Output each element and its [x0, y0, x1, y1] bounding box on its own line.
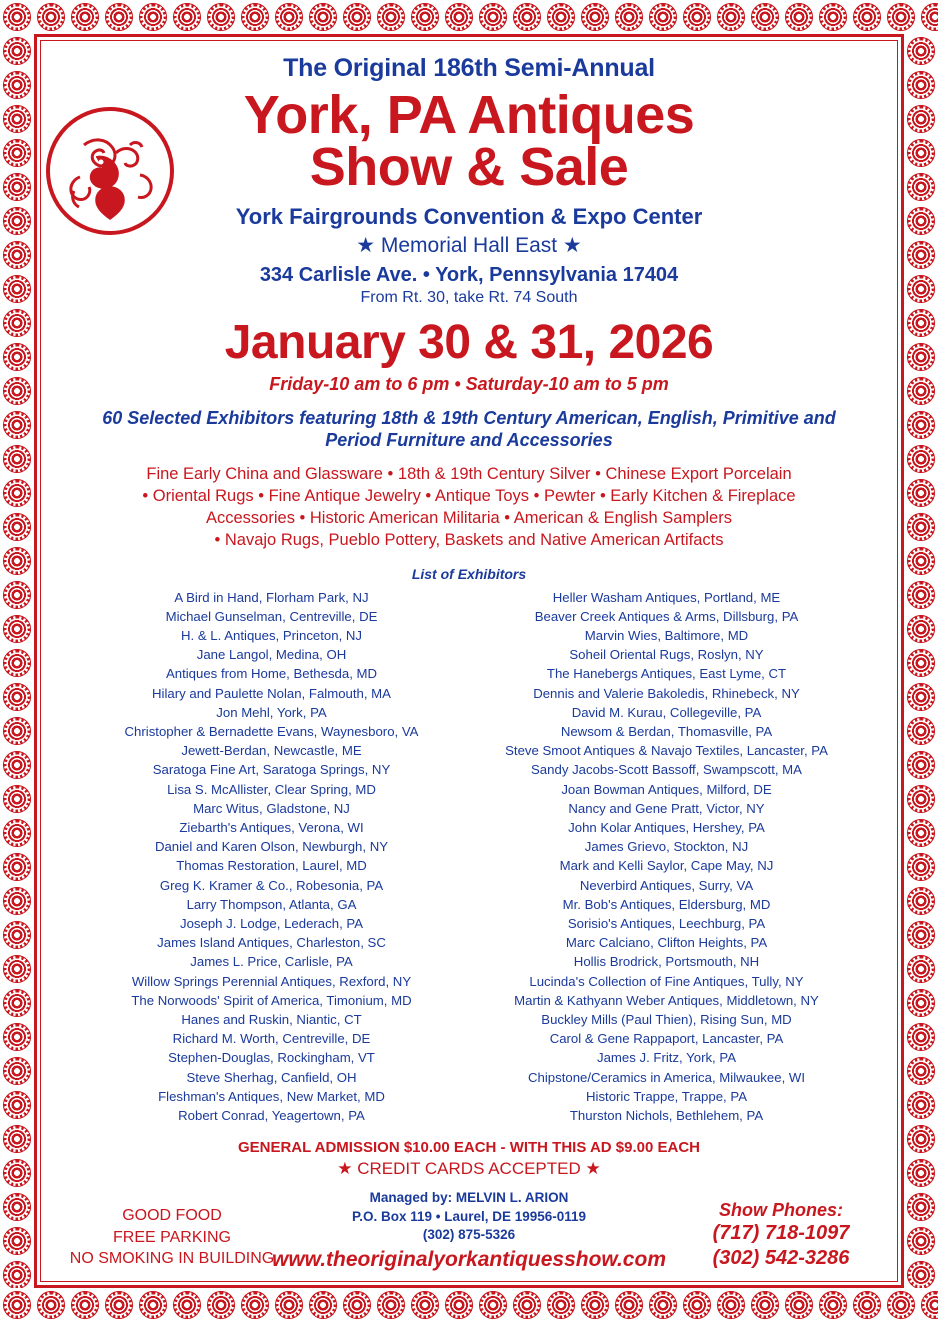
- list-item: James Island Antiques, Charleston, SC: [157, 935, 386, 951]
- rosette-ornament: [0, 204, 34, 238]
- rosette-ornament: [272, 1288, 306, 1322]
- rosette-ornament: [904, 170, 938, 204]
- rosette-ornament: [238, 1288, 272, 1322]
- list-item: Saratoga Fine Art, Saratoga Springs, NY: [152, 762, 391, 778]
- rosette-ornament: [904, 1054, 938, 1088]
- rosette-ornament: [904, 782, 938, 816]
- rosette-ornament: [0, 748, 34, 782]
- amenity-no-smoking: NO SMOKING IN BUILDING: [69, 1250, 275, 1268]
- credit-cards-note: ★ CREDIT CARDS ACCEPTED ★: [337, 1159, 601, 1179]
- rosette-ornament: [0, 306, 34, 340]
- rosette-ornament: [904, 1224, 938, 1258]
- rosette-ornament: [204, 0, 238, 34]
- rosette-ornament: [0, 816, 34, 850]
- rosette-ornament: [904, 884, 938, 918]
- rosette-ornament: [0, 0, 34, 34]
- rosette-ornament: [0, 986, 34, 1020]
- rosette-ornament: [904, 1088, 938, 1122]
- list-item: Lisa S. McAllister, Clear Spring, MD: [167, 781, 376, 797]
- list-item: Michael Gunselman, Centreville, DE: [165, 608, 378, 624]
- title-line-2: Show & Sale: [309, 137, 629, 198]
- rosette-ornament: [0, 680, 34, 714]
- border-band-top: [0, 0, 938, 34]
- rosette-ornament: [904, 68, 938, 102]
- rosette-ornament: [0, 1156, 34, 1190]
- rosette-ornament: [850, 1288, 884, 1322]
- list-item: Ziebarth's Antiques, Verona, WI: [179, 819, 364, 835]
- rosette-ornament: [816, 0, 850, 34]
- rosette-ornament: [408, 0, 442, 34]
- list-item: James J. Fritz, York, PA: [597, 1050, 736, 1066]
- manager-info: [254, 1189, 684, 1272]
- rosette-ornament: [578, 1288, 612, 1322]
- rosette-ornament: [442, 1288, 476, 1322]
- exhibitor-tagline: 60 Selected Exhibitors featuring 18th & 19th Century American, English, Primitive and Period Furniture and Accessories: [102, 407, 836, 451]
- rosette-ornament: [680, 0, 714, 34]
- rosette-ornament: [0, 1020, 34, 1054]
- rosette-ornament: [904, 680, 938, 714]
- rosette-ornament: [408, 1288, 442, 1322]
- list-item: David M. Kurau, Collegeville, PA: [571, 704, 762, 720]
- admission-price: GENERAL ADMISSION $10.00 EACH - WITH THIS AD $9.00 EACH: [237, 1139, 701, 1157]
- list-item: Thurston Nichols, Bethlehem, PA: [569, 1107, 764, 1123]
- directions: From Rt. 30, take Rt. 74 South: [360, 288, 578, 306]
- rosette-ornament: [904, 816, 938, 850]
- rosette-ornament: [0, 272, 34, 306]
- rosette-ornament: [136, 1288, 170, 1322]
- rosette-ornament: [374, 0, 408, 34]
- rosette-ornament: [782, 0, 816, 34]
- list-item: Steve Smoot Antiques & Navajo Textiles, Lancaster, PA: [505, 743, 828, 759]
- rosette-ornament: [816, 1288, 850, 1322]
- list-item: The Hanebergs Antiques, East Lyme, CT: [546, 666, 787, 682]
- rosette-ornament: [904, 476, 938, 510]
- list-item: Dennis and Valerie Bakoledis, Rhinebeck, NY: [533, 685, 800, 701]
- managed-by: Managed by: MELVIN L. ARION: [369, 1190, 569, 1206]
- rosette-ornament: [904, 1190, 938, 1224]
- border-band-right: [904, 34, 938, 1288]
- rosette-ornament: [0, 442, 34, 476]
- rosette-ornament: [904, 306, 938, 340]
- rosette-ornament: [0, 1088, 34, 1122]
- venue-address: 334 Carlisle Ave. • York, Pennsylvania 17404: [259, 263, 679, 286]
- rosette-ornament: [0, 1224, 34, 1258]
- rosette-ornament: [34, 1288, 68, 1322]
- rosette-ornament: [646, 0, 680, 34]
- rosette-ornament: [68, 1288, 102, 1322]
- rosette-ornament: [340, 0, 374, 34]
- rosette-ornament: [272, 0, 306, 34]
- list-item: Sorisio's Antiques, Leechburg, PA: [567, 915, 766, 931]
- rosette-ornament: [748, 0, 782, 34]
- list-item: A Bird in Hand, Florham Park, NJ: [174, 589, 369, 605]
- rosette-ornament: [0, 714, 34, 748]
- rosette-ornament: [0, 544, 34, 578]
- border-band-bottom: [0, 1288, 938, 1322]
- rosette-ornament: [904, 1020, 938, 1054]
- show-phone-2[interactable]: (302) 542-3286: [712, 1246, 850, 1269]
- rosette-ornament: [904, 578, 938, 612]
- show-phones: [676, 1200, 886, 1270]
- rosette-ornament: [904, 510, 938, 544]
- list-item: Robert Conrad, Yeagertown, PA: [178, 1107, 365, 1123]
- exhibitor-column-right: [469, 588, 864, 1126]
- rosette-ornament: [544, 1288, 578, 1322]
- rosette-ornament: [0, 238, 34, 272]
- rosette-ornament: [904, 408, 938, 442]
- list-item: Marc Calciano, Clifton Heights, PA: [565, 935, 768, 951]
- rosette-ornament: [476, 1288, 510, 1322]
- rosette-ornament: [0, 646, 34, 680]
- rosette-ornament: [612, 1288, 646, 1322]
- list-item: Joseph J. Lodge, Lederach, PA: [179, 915, 364, 931]
- rosette-ornament: [918, 0, 938, 34]
- list-item: Fleshman's Antiques, New Market, MD: [158, 1088, 385, 1104]
- rosette-ornament: [0, 374, 34, 408]
- rosette-ornament: [904, 1258, 938, 1288]
- website-link[interactable]: www.theoriginalyorkantiquesshow.com: [271, 1248, 666, 1271]
- list-item: Soheil Oriental Rugs, Roslyn, NY: [569, 647, 764, 663]
- rosette-ornament: [0, 1258, 34, 1288]
- rosette-ornament: [0, 1054, 34, 1088]
- rosette-ornament: [904, 918, 938, 952]
- list-item: Greg K. Kramer & Co., Robesonia, PA: [159, 877, 384, 893]
- list-item: Larry Thompson, Atlanta, GA: [186, 896, 357, 912]
- list-item: Daniel and Karen Olson, Newburgh, NY: [154, 839, 389, 855]
- event-dates: January 30 & 31, 2026: [224, 315, 714, 369]
- poster-content: [44, 44, 894, 1278]
- title-line-1: York, PA Antiques: [243, 85, 695, 145]
- rosette-ornament: [904, 136, 938, 170]
- poster-footer: [44, 1190, 894, 1276]
- list-item: Beaver Creek Antiques & Arms, Dillsburg, PA: [534, 608, 799, 624]
- rosette-ornament: [476, 0, 510, 34]
- list-item: Thomas Restoration, Laurel, MD: [176, 858, 367, 874]
- hall-name: ★ Memorial Hall East ★: [356, 233, 582, 257]
- specialty-line: • Oriental Rugs • Fine Antique Jewelry • Antique Toys • Pewter • Early Kitchen & Fireplace: [142, 486, 796, 505]
- list-item: Willow Springs Perennial Antiques, Rexford, NY: [131, 973, 412, 989]
- rosette-ornament: [904, 374, 938, 408]
- list-item: Historic Trappe, Trappe, PA: [585, 1088, 747, 1104]
- exhibitor-columns: [44, 588, 894, 1126]
- rosette-ornament: [904, 272, 938, 306]
- specialty-line: • Navajo Rugs, Pueblo Pottery, Baskets and Native American Artifacts: [214, 530, 724, 549]
- show-phone-1[interactable]: (717) 718-1097: [712, 1222, 850, 1245]
- list-item: H. & L. Antiques, Princeton, NJ: [180, 627, 363, 643]
- rosette-ornament: [884, 0, 918, 34]
- rosette-ornament: [0, 68, 34, 102]
- exhibitor-list-heading: List of Exhibitors: [411, 565, 527, 582]
- list-item: Heller Washam Antiques, Portland, ME: [552, 589, 781, 605]
- rosette-ornament: [544, 0, 578, 34]
- list-item: Christopher & Bernadette Evans, Waynesboro, VA: [124, 723, 419, 739]
- rosette-ornament: [748, 1288, 782, 1322]
- list-item: Carol & Gene Rappaport, Lancaster, PA: [549, 1031, 784, 1047]
- list-item: Sandy Jacobs-Scott Bassoff, Swampscott, MA: [531, 762, 802, 778]
- rosette-ornament: [374, 1288, 408, 1322]
- rosette-ornament: [68, 0, 102, 34]
- list-item: Chipstone/Ceramics in America, Milwaukee, WI: [527, 1069, 806, 1085]
- list-item: Antiques from Home, Bethesda, MD: [165, 666, 378, 682]
- rosette-ornament: [904, 238, 938, 272]
- rosette-ornament: [612, 0, 646, 34]
- list-item: Mark and Kelli Saylor, Cape May, NJ: [559, 858, 774, 874]
- list-item: Jewett-Berdan, Newcastle, ME: [181, 743, 362, 759]
- rosette-ornament: [884, 1288, 918, 1322]
- amenities-list: [62, 1205, 282, 1270]
- list-item: Mr. Bob's Antiques, Eldersburg, MD: [562, 896, 771, 912]
- rosette-ornament: [510, 1288, 544, 1322]
- amenity-good-food: GOOD FOOD: [122, 1207, 222, 1225]
- rosette-ornament: [918, 1288, 938, 1322]
- list-item: Marc Witus, Gladstone, NJ: [193, 800, 350, 816]
- rosette-ornament: [0, 578, 34, 612]
- rosette-ornament: [904, 442, 938, 476]
- rosette-ornament: [904, 34, 938, 68]
- rosette-ornament: [904, 102, 938, 136]
- rosette-ornament: [0, 1190, 34, 1224]
- rosette-ornament: [0, 102, 34, 136]
- event-hours: Friday-10 am to 6 pm • Saturday-10 am to 5 pm: [269, 373, 669, 394]
- rosette-ornament: [0, 34, 34, 68]
- rosette-ornament: [0, 612, 34, 646]
- rosette-ornament: [0, 476, 34, 510]
- list-item: Richard M. Worth, Centreville, DE: [172, 1031, 371, 1047]
- list-item: Lucinda's Collection of Fine Antiques, Tully, NY: [529, 973, 804, 989]
- rosette-ornament: [0, 1122, 34, 1156]
- rosette-ornament: [238, 0, 272, 34]
- rosette-ornament: [0, 918, 34, 952]
- rosette-ornament: [204, 1288, 238, 1322]
- rosette-ornament: [0, 170, 34, 204]
- rosette-ornament: [0, 408, 34, 442]
- specialty-line: Accessories • Historic American Militaria • American & English Samplers: [206, 508, 732, 527]
- rosette-ornament: [442, 0, 476, 34]
- rosette-ornament: [578, 0, 612, 34]
- rosette-ornament: [306, 0, 340, 34]
- exhibitor-column-left: [74, 588, 469, 1126]
- list-item: Buckley Mills (Paul Thien), Rising Sun, MD: [541, 1011, 792, 1027]
- rosette-ornament: [0, 1288, 34, 1322]
- rosette-ornament: [680, 1288, 714, 1322]
- list-item: Hilary and Paulette Nolan, Falmouth, MA: [152, 685, 391, 701]
- rosette-ornament: [0, 136, 34, 170]
- rosette-ornament: [904, 1122, 938, 1156]
- rosette-ornament: [340, 1288, 374, 1322]
- list-item: Martin & Kathyann Weber Antiques, Middletown, NY: [514, 992, 819, 1008]
- amenity-free-parking: FREE PARKING: [113, 1228, 231, 1246]
- list-item: The Norwoods' Spirit of America, Timonium, MD: [131, 992, 412, 1008]
- list-item: Marvin Wies, Baltimore, MD: [584, 627, 749, 643]
- border-band-left: [0, 34, 34, 1288]
- rosette-ornament: [136, 0, 170, 34]
- show-phones-label: Show Phones:: [718, 1200, 843, 1221]
- list-item: Nancy and Gene Pratt, Victor, NY: [568, 800, 765, 816]
- list-item: Steve Sherhag, Canfield, OH: [186, 1069, 357, 1085]
- rosette-ornament: [102, 1288, 136, 1322]
- list-item: Neverbird Antiques, Surry, VA: [579, 877, 754, 893]
- rosette-ornament: [0, 510, 34, 544]
- rosette-ornament: [904, 204, 938, 238]
- rosette-ornament: [0, 884, 34, 918]
- rosette-ornament: [170, 1288, 204, 1322]
- list-item: Joan Bowman Antiques, Milford, DE: [561, 781, 772, 797]
- list-item: Hanes and Ruskin, Niantic, CT: [181, 1011, 362, 1027]
- list-item: Hollis Brodrick, Portsmouth, NH: [573, 954, 760, 970]
- rosette-ornament: [510, 0, 544, 34]
- rosette-ornament: [0, 782, 34, 816]
- rosette-ornament: [904, 544, 938, 578]
- manager-phone: (302) 875-5326: [422, 1226, 516, 1242]
- rosette-ornament: [714, 1288, 748, 1322]
- list-item: James Grievo, Stockton, NJ: [584, 839, 749, 855]
- rosette-ornament: [904, 850, 938, 884]
- page-title: [44, 85, 894, 198]
- rosette-ornament: [0, 340, 34, 374]
- rosette-ornament: [904, 986, 938, 1020]
- rosette-ornament: [0, 850, 34, 884]
- rosette-ornament: [306, 1288, 340, 1322]
- rosette-ornament: [714, 0, 748, 34]
- rosette-ornament: [904, 952, 938, 986]
- rosette-ornament: [904, 748, 938, 782]
- manager-address: P.O. Box 119 • Laurel, DE 19956-0119: [351, 1208, 587, 1224]
- specialty-line: Fine Early China and Glassware • 18th & 19th Century Silver • Chinese Export Porcelain: [146, 464, 792, 483]
- venue-name: York Fairgrounds Convention & Expo Center: [235, 203, 703, 229]
- rosette-ornament: [102, 0, 136, 34]
- list-item: Jon Mehl, York, PA: [216, 704, 327, 720]
- rosette-ornament: [904, 714, 938, 748]
- specialties-list: [44, 464, 894, 552]
- rosette-ornament: [0, 952, 34, 986]
- rosette-ornament: [904, 1156, 938, 1190]
- rosette-ornament: [170, 0, 204, 34]
- rosette-ornament: [904, 612, 938, 646]
- rosette-ornament: [782, 1288, 816, 1322]
- rosette-ornament: [904, 340, 938, 374]
- rosette-ornament: [646, 1288, 680, 1322]
- list-item: James L. Price, Carlisle, PA: [190, 954, 353, 970]
- list-item: Jane Langol, Medina, OH: [196, 647, 347, 663]
- rosette-ornament: [904, 646, 938, 680]
- semi-annual-line: The Original 186th Semi-Annual: [283, 54, 655, 82]
- list-item: Stephen-Douglas, Rockingham, VT: [168, 1050, 375, 1066]
- list-item: John Kolar Antiques, Hershey, PA: [568, 819, 765, 835]
- rosette-ornament: [34, 0, 68, 34]
- list-item: Newsom & Berdan, Thomasville, PA: [560, 723, 773, 739]
- rosette-ornament: [850, 0, 884, 34]
